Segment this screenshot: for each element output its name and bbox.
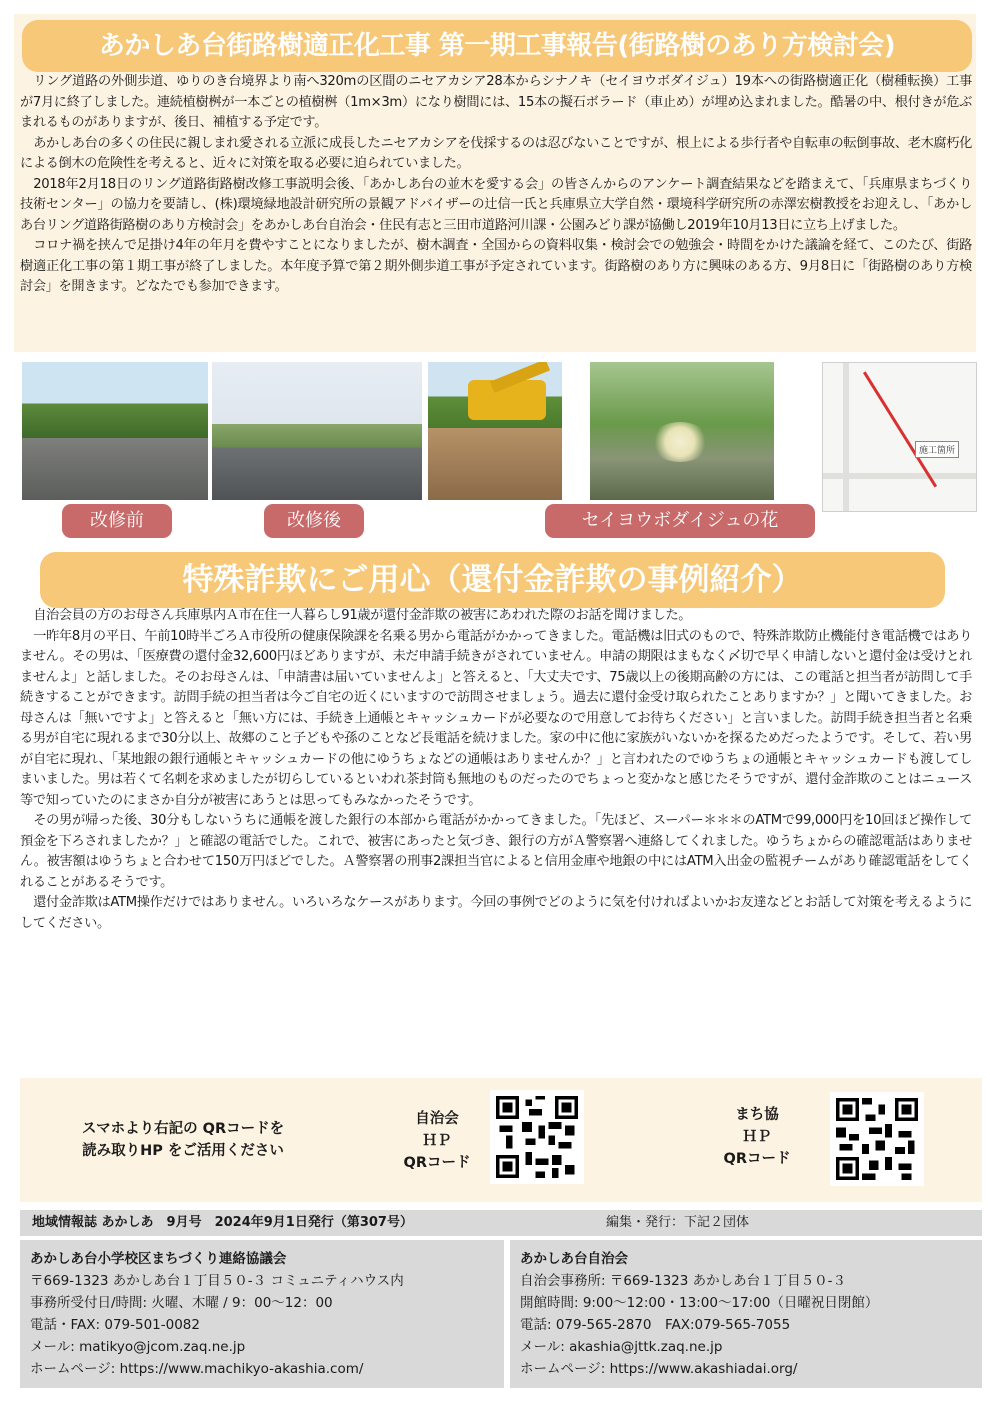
caption-before: 改修前 — [62, 504, 172, 538]
org-name: あかしあ台小学校区まちづくり連絡協議会 — [30, 1251, 287, 1267]
email[interactable]: メール: akashia@jttk.zaq.ne.jp — [520, 1339, 723, 1355]
caption-after: 改修後 — [264, 504, 364, 538]
jichikai-qr-code[interactable] — [490, 1090, 584, 1184]
section1-paragraph: リング道路の外側歩道、ゆりのき台境界より南へ320mの区間のニセアカシア28本からシナノキ（セイヨウボダイジュ）19本への街路樹適正化（樹種転換）工事が7月に終了しました。連続植樹桝が一本ごとの植樹桝（1m×3m）になり樹間には、15本の擬石ボラード（車止め）が埋め込まれました。酷暑の中、根付きが危ぶまれるものがありますが、後日、補植する予定です。 — [20, 74, 972, 130]
flower-cluster-shape — [650, 422, 710, 462]
section2-body — [20, 606, 972, 934]
publisher-note: 編集・発行：下記２団体 — [606, 1215, 750, 1230]
phone: 電話: 079-565-2870 FAX:079-565-7055 — [520, 1317, 791, 1333]
section1-paragraph: 2018年2月18日のリング道路街路樹改修工事説明会後、「あかしあ台の並木を愛する会」の皆さんからのアンケート調査結果などを踏まえて、「兵庫県まちづくり技術センター」の協力を要請し、(株)環境緑地設計研究所の景観アドバイザーの辻信一氏と兵庫県立大学自然・環境科学研究所の赤澤宏樹教授をお迎えし、「あかしあ台リング道路街路樹のあり方検討会」をあかしあ台自治会・住民有志と三田市道路河川課・公園みどり課が協働し2019年10月13日に立ち上げました。 — [20, 176, 972, 233]
section1-title: あかしあ台街路樹適正化工事 第一期工事報告(街路樹のあり方検討会) — [22, 20, 972, 72]
contact-machikyo — [20, 1240, 504, 1388]
photo-before-renovation — [22, 362, 208, 500]
section2-paragraph: 一昨年8月の平日、午前10時半ごろＡ市役所の健康保険課を名乗る男から電話がかかってきました。電話機は旧式のもので、特殊詐欺防止機能付き電話機ではありません。その男は、「医療費の還付金32,600円ほどありますが、未だ申請手続きがされていません。申請の期限はまもなく〆切で早く申請しないと還付金は受けとれませんよ」と話しました。そのお母さんは、「申請書は届いていませんよ」と答えると、「大丈夫です、75歳以上の後期高齢の方には、この電話と担当者が訪問して手続きすることができます。訪問手続の担当者は今ご自宅の近くにいますので訪問させましょう。過去に還付金受け取られたことありますか？」と聞いてきました。お母さんは「無いですよ」と答えると「無い方には、手続き上通帳とキャッシュカードが必要なので用意してお待ちください」と言いました。訪問手続き担当者と名乗る男が自宅に現れるまで30分以上、故郷のこと子どもや孫のことなど長電話を続けました。家の中に他に家族がいないかを探るためだったようです。そして、若い男が自宅に現れ、「某地銀の銀行通帳とキャッシュカードの他にゆうちょなどの通帳はありませんか？」と言われたのでゆうちょの通帳とキャッシュカードも渡してしまいました。男は若くて名刺を求めましたが切らしているといわれ茶封筒も無地のものだったのでちょっと変かなと感じたそうですが、還付金詐欺のことはニュース等で知っていたのにまさか自分が被害にあうとは思ってもみなかったそうです。 — [20, 628, 972, 808]
office-hours: 開館時間: 9:00～12:00・13:00～17:00（日曜祝日閉館） — [520, 1295, 879, 1311]
office-hours: 事務所受付日/時間: 火曜、木曜 / 9：00～12：00 — [30, 1295, 333, 1311]
site-map — [822, 362, 977, 512]
qr-code-icon — [496, 1096, 578, 1178]
section1-paragraph: コロナ禍を挟んで足掛け4年の年月を費やすことになりましたが、樹木調査・全国からの資料収集・検討会での勉強会・時間をかけた議論を経て、このたび、街路樹適正化工事の第１期工事が終了しました。本年度予算で第２期外側歩道工事が予定されています。街路樹のあり方に興味のある方、9月8日に「街路樹のあり方検討会」を開きます。どなたでも参加できます。 — [20, 238, 972, 294]
photo-after-renovation — [212, 362, 422, 500]
map-road — [843, 363, 849, 512]
address: 〒669-1323 あかしあ台１丁目５０-３ コミュニティハウス内 — [30, 1273, 404, 1289]
jichikai-qr-label: 自治会 ＨＰ QRコード — [403, 1111, 471, 1171]
website-link[interactable]: ホームページ: https://www.machikyo-akashia.com/ — [30, 1361, 364, 1377]
phone: 電話・FAX: 079-501-0082 — [30, 1317, 200, 1333]
email[interactable]: メール: matikyo@jcom.zaq.ne.jp — [30, 1339, 246, 1355]
photo-construction-excavator — [428, 362, 562, 500]
photo-linden-flowers — [590, 362, 774, 500]
section2-paragraph: その男が帰った後、30分もしないうちに通帳を渡した銀行の本部から電話がかかってきました。「先ほど、スーパー＊＊＊のATMで99,000円を10回ほど操作して預金を下ろされましたか？」と確認の電話でした。これで、被害にあったと気づき、銀行の方がＡ警察署へ連絡してくれました。ゆうちょからの確認電話はありません。被害額はゆうちょと合わせて150万円ほどでした。Ａ警察署の刑事2課担当官によると信用金庫や地銀の中にはATM入出金の監視チームがあり確認電話をしてくれることがあるそうです。 — [20, 813, 972, 890]
section2-title: 特殊詐欺にご用心（還付金詐欺の事例紹介） — [40, 552, 945, 608]
section1-body — [20, 72, 972, 298]
map-label: 施工箇所 — [915, 441, 959, 458]
caption-linden-flower: セイヨウボダイジュの花 — [545, 504, 815, 538]
construction-section-line — [863, 371, 937, 487]
qr-instruction: スマホより右記の QRコードを 読み取りHP をご活用ください — [81, 1121, 285, 1159]
machikyo-qr-code[interactable] — [830, 1092, 924, 1186]
org-name: あかしあ台自治会 — [520, 1251, 628, 1267]
section2-paragraph: 還付金詐欺はATM操作だけではありません。いろいろなケースがあります。今回の事例でどのように気を付ければよいかお友達などとお話して対策を考えるようにしてください。 — [20, 895, 972, 931]
address: 自治会事務所: 〒669-1323 あかしあ台１丁目５０-３ — [520, 1273, 846, 1289]
qr-code-icon — [836, 1098, 918, 1180]
section1-paragraph: あかしあ台の多くの住民に親しまれ愛される立派に成長したニセアカシアを伐採するのは忍びないことですが、根上による歩行者や自転車の転倒事故、老木腐朽化による倒木の危険性を考えると、近々に対策を取る必要に迫られていました。 — [20, 135, 972, 171]
issue-bar — [20, 1210, 982, 1236]
machikyo-qr-label: まち協 ＨＰ QRコード — [723, 1107, 791, 1167]
contact-jichikai — [510, 1240, 982, 1388]
issue-info: 地域情報誌 あかしあ 9月号 2024年9月1日発行（第307号） — [32, 1215, 413, 1230]
website-link[interactable]: ホームページ: https://www.akashiadai.org/ — [520, 1361, 798, 1377]
section2-paragraph: 自治会員の方のお母さん兵庫県内Ａ市在住一人暮らし91歳が還付金詐欺の被害にあわれた際のお話を聞けました。 — [33, 608, 692, 623]
